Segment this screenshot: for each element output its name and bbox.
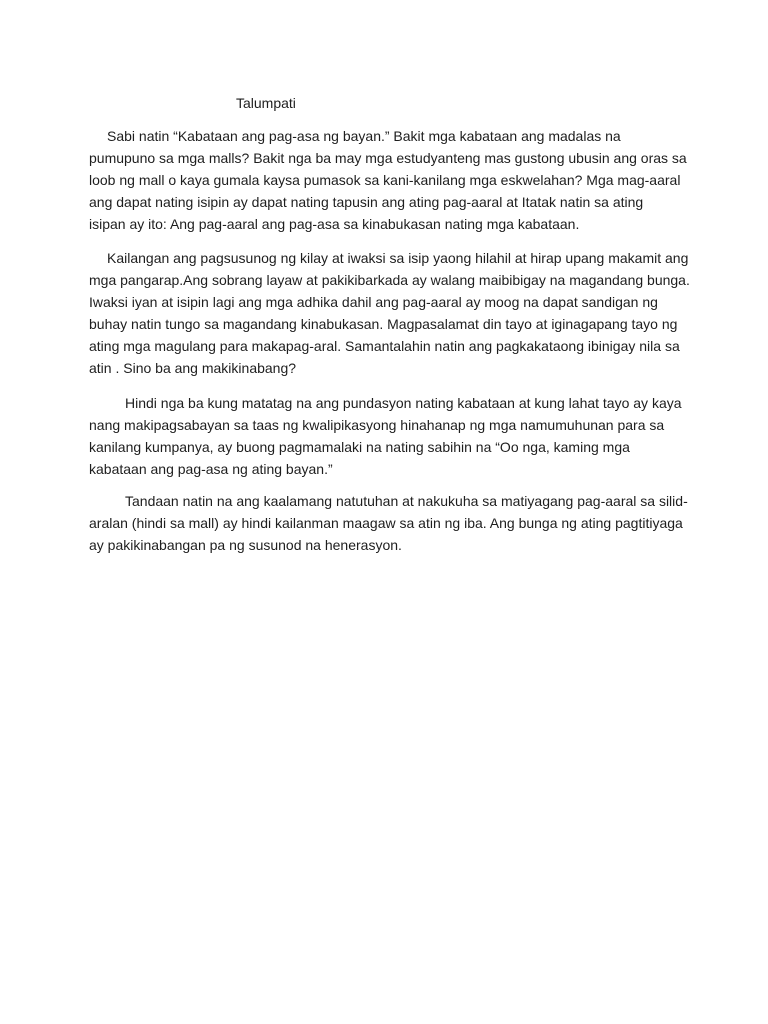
- paragraph-1: [89, 125, 689, 235]
- paragraph-line: atin . Sino ba ang makikinabang?: [89, 360, 297, 376]
- paragraph-line: ating mga magulang para makapag-aral. Samantalahin natin ang pagkakataong ibinigay nila sa: [89, 338, 680, 354]
- paragraph-line: ay pakikinabangan pa ng susunod na henerasyon.: [89, 537, 402, 553]
- document-title: Talumpati: [236, 95, 296, 111]
- paragraph-line: pumupuno sa mga malls? Bakit nga ba may mga estudyanteng mas gustong ubusin ang oras sa: [89, 150, 687, 166]
- paragraph-line: aralan (hindi sa mall) ay hindi kailanman maagaw sa atin ng iba. Ang bunga ng ating pagtitiyaga: [89, 515, 683, 531]
- paragraph-line: isipan ay ito: Ang pag-aaral ang pag-asa sa kinabukasan nating mga kabataan.: [89, 216, 580, 232]
- paragraph-line: mga pangarap.Ang sobrang layaw at pakikibarkada ay walang maibibigay na magandang bunga.: [89, 272, 690, 288]
- paragraph-line: Tandaan natin na ang kaalamang natutuhan at nakukuha sa matiyagang pag-aaral sa silid-: [125, 493, 688, 509]
- paragraph-line: loob ng mall o kaya gumala kaysa pumasok sa kani-kanilang mga eskwelahan? Mga mag-aaral: [89, 172, 681, 188]
- paragraph-line: Kailangan ang pagsusunog ng kilay at iwaksi sa isip yaong hilahil at hirap upang makamit ang: [107, 250, 689, 266]
- paragraph-2: [89, 247, 689, 379]
- paragraph-line: Sabi natin “Kabataan ang pag-asa ng bayan.” Bakit mga kabataan ang madalas na: [107, 128, 621, 144]
- paragraph-4: [89, 490, 689, 556]
- paragraph-3: [89, 392, 689, 480]
- paragraph-line: Hindi nga ba kung matatag na ang pundasyon nating kabataan at kung lahat tayo ay kaya: [125, 395, 682, 411]
- paragraph-line: buhay natin tungo sa magandang kinabukasan. Magpasalamat din tayo at iginagapang tayo ng: [89, 316, 678, 332]
- paragraph-line: Iwaksi iyan at isipin lagi ang mga adhika dahil ang pag-aaral ay moog na dapat sandigan ng: [89, 294, 658, 310]
- paragraph-line: nang makipagsabayan sa taas ng kwalipikasyong hinahanap ng mga namumuhunan para sa: [89, 417, 665, 433]
- paragraph-line: kanilang kumpanya, ay buong pagmamalaki na nating sabihin na “Oo nga, kaming mga: [89, 439, 630, 455]
- paragraph-line: kabataan ang pag-asa ng ating bayan.”: [89, 461, 333, 477]
- paragraph-line: ang dapat nating isipin ay dapat nating tapusin ang ating pag-aaral at Itatak natin sa ating: [89, 194, 644, 210]
